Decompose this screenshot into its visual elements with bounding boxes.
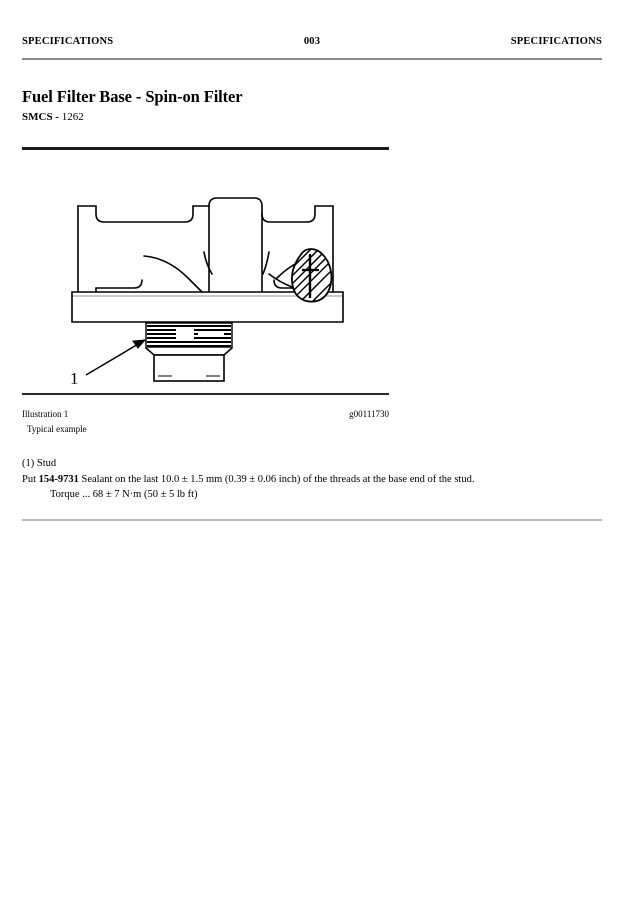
spec-note-suffix: Sealant on the last 10.0 ± 1.5 mm (0.39 ± 0.06 inch) of the threads at the base end of the stud.	[78, 473, 475, 485]
illustration-label: Illustration 1	[22, 409, 69, 419]
smcs-label: SMCS -	[22, 111, 59, 123]
spec-sealant-note	[22, 472, 582, 488]
page-header	[22, 36, 602, 47]
spec-torque-value: Torque ... 68 ± 7 N·m (50 ± 5 lb ft)	[50, 489, 198, 500]
illustration-top-rule	[22, 147, 389, 150]
smcs-value: 1262	[61, 111, 84, 123]
illustration-figure	[22, 152, 389, 390]
illustration-subcaption: Typical example	[27, 424, 87, 434]
illustration-graphic-id: g00111730	[349, 409, 389, 419]
callout-number-1: 1	[70, 369, 79, 388]
footer-divider	[22, 519, 602, 521]
illustration-bottom-rule	[22, 393, 389, 395]
specification-block	[22, 456, 582, 503]
page-number: 003	[303, 36, 321, 47]
callout-leader	[86, 340, 145, 375]
fuel-filter-base-drawing	[22, 152, 389, 390]
spec-part-number: 154-9731	[38, 473, 79, 485]
header-right-title: SPECIFICATIONS	[510, 36, 602, 47]
spec-item-label: (1) Stud	[22, 458, 57, 469]
page-title: Fuel Filter Base - Spin-on Filter	[22, 87, 243, 107]
spec-note-prefix: Put	[22, 473, 39, 485]
smcs-line	[22, 111, 84, 123]
header-left-title: SPECIFICATIONS	[22, 36, 114, 47]
illustration-caption	[22, 409, 389, 434]
stud-part	[146, 323, 232, 381]
header-divider	[22, 58, 602, 60]
